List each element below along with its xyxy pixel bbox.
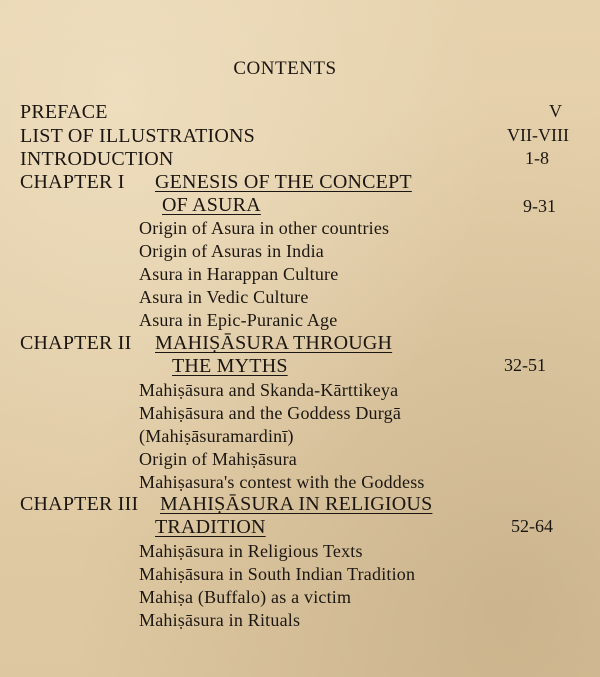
- page-title: CONTENTS: [233, 58, 337, 79]
- chapter-2-section: Mahiṣāsura and the Goddess Durgā: [139, 403, 402, 423]
- chapter-2-section: Mahiṣasura's contest with the Goddess: [139, 472, 425, 492]
- chapter-1-section: Origin of Asura in other countries: [139, 218, 390, 238]
- chapter-2-title-line-2: THE MYTHS: [172, 355, 288, 377]
- chapter-3-section: Mahiṣāsura in Religious Texts: [139, 541, 363, 561]
- chapter-2-title-line-1: MAHIṢĀSURA THROUGH: [155, 332, 393, 354]
- chapter-1-section: Origin of Asuras in India: [139, 241, 324, 261]
- toc-entry-illustrations: LIST OF ILLUSTRATIONS: [20, 125, 255, 147]
- chapter-3-title-line-2: TRADITION: [155, 516, 266, 538]
- chapter-3-title-line-1: MAHIṢĀSURA IN RELIGIOUS: [160, 493, 433, 515]
- toc-page-preface: V: [549, 101, 562, 121]
- chapter-1-section: Asura in Harappan Culture: [139, 264, 339, 284]
- chapter-2-pages: 32-51: [504, 355, 546, 375]
- chapter-2-section: Origin of Mahiṣāsura: [139, 449, 297, 469]
- chapter-1-prefix: CHAPTER I: [20, 171, 125, 193]
- chapter-3-section: Mahiṣāsura in Rituals: [139, 610, 301, 630]
- chapter-1-pages: 9-31: [523, 196, 556, 216]
- toc-page-illustrations: VII-VIII: [507, 125, 569, 145]
- chapter-3-section: Mahiṣa (Buffalo) as a victim: [139, 587, 352, 607]
- toc-page-introduction: 1-8: [525, 148, 549, 168]
- chapter-2-section: Mahiṣāsura and Skanda-Kārttikeya: [139, 380, 399, 400]
- chapter-1-title-line-1: GENESIS OF THE CONCEPT: [155, 171, 412, 193]
- chapter-2-prefix: CHAPTER II: [20, 332, 132, 354]
- chapter-1-section: Asura in Epic-Puranic Age: [139, 310, 338, 330]
- chapter-1-section: Asura in Vedic Culture: [139, 287, 309, 307]
- toc-entry-introduction: INTRODUCTION: [20, 148, 174, 170]
- chapter-3-section: Mahiṣāsura in South Indian Tradition: [139, 564, 416, 584]
- chapter-2-section: (Mahiṣāsuramardinī): [139, 426, 294, 446]
- toc-entry-preface: PREFACE: [20, 101, 108, 123]
- chapter-3-prefix: CHAPTER III: [20, 493, 139, 515]
- chapter-1-title-line-2: OF ASURA: [162, 194, 261, 216]
- chapter-3-pages: 52-64: [511, 516, 553, 536]
